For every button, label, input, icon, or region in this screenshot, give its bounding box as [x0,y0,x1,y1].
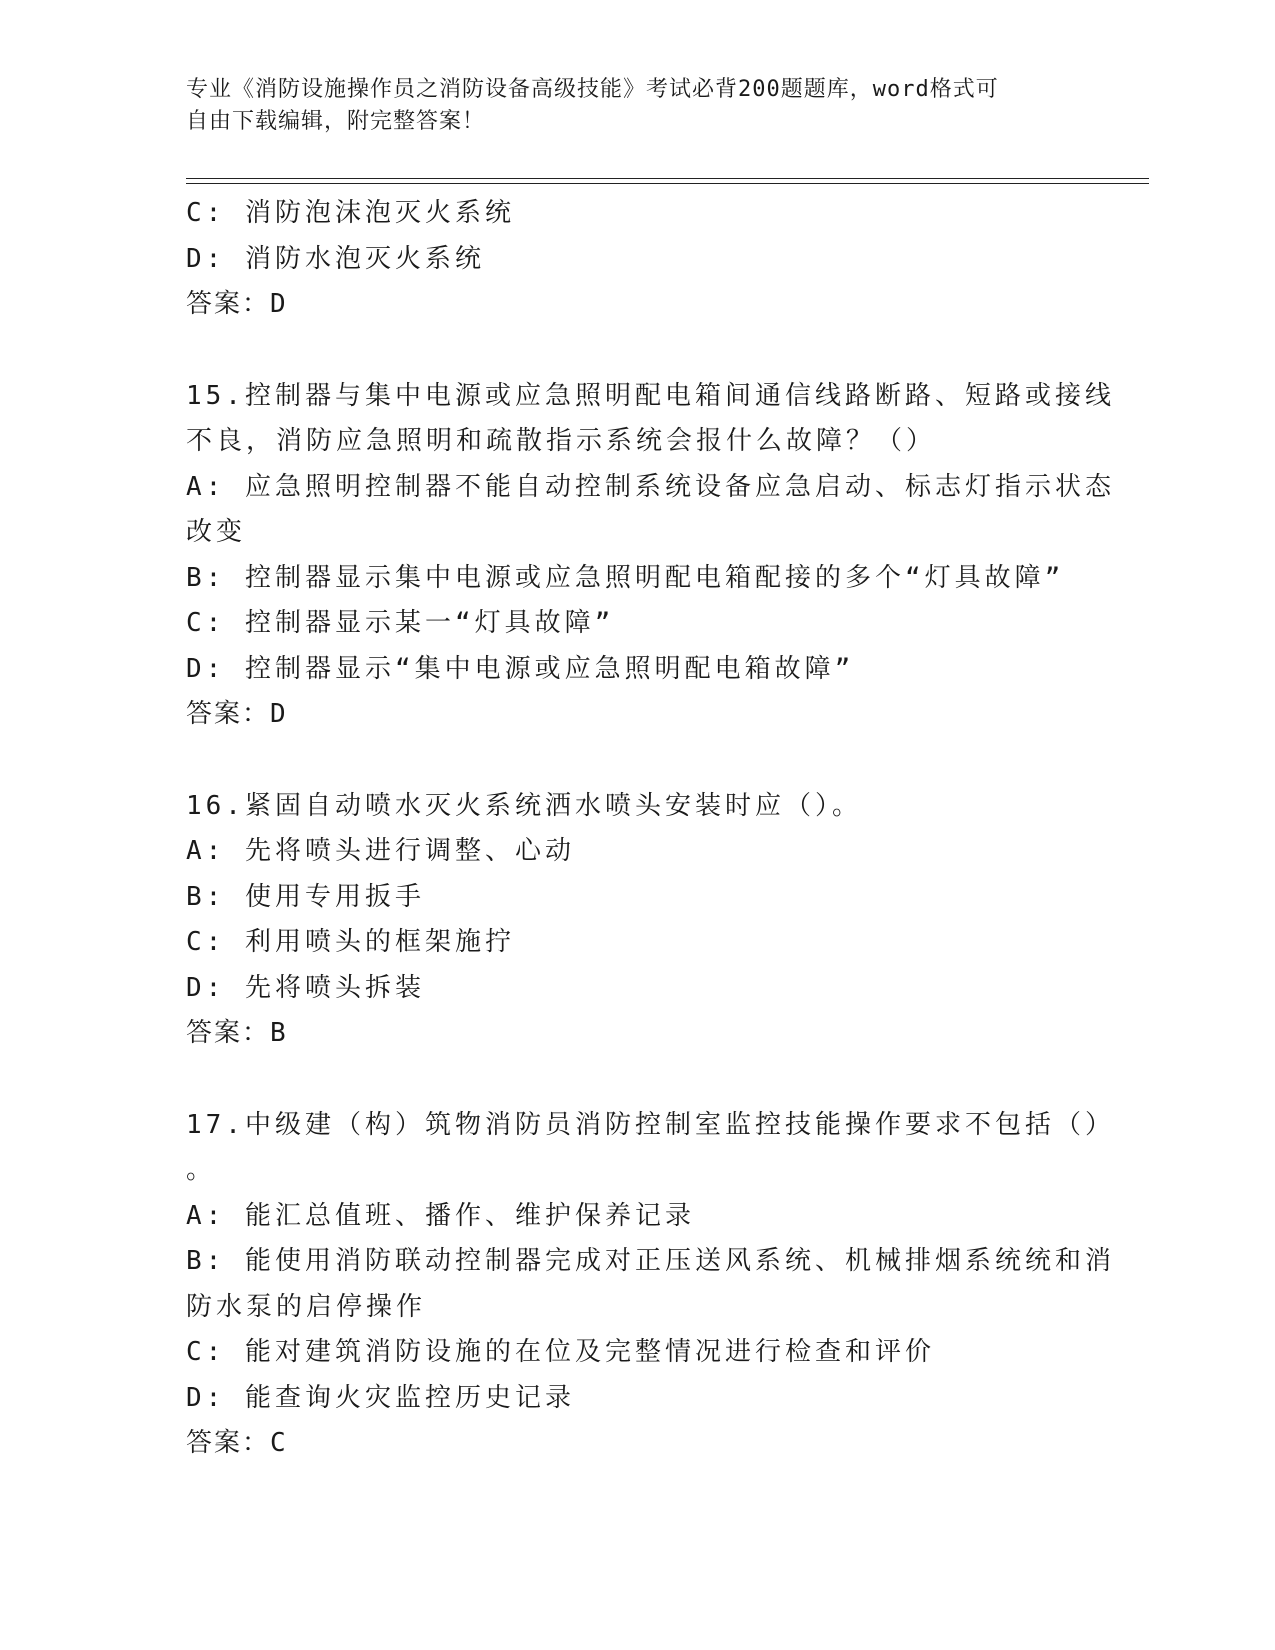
question-stem: 15.控制器与集中电源或应急照明配电箱间通信线路断路、短路或接线 [186,380,1115,411]
option-c: C: 消防泡沫泡灭火系统 [186,198,515,228]
option-d: D: 先将喷头拆装 [186,972,425,1003]
question-stem-continued: 。 [186,1155,217,1185]
question-list [186,191,1115,1467]
option-d: D: 能查询火灾监控历史记录 [186,1382,575,1413]
spacer [186,1057,1086,1103]
option-a: A: 能汇总值班、播作、维护保养记录 [186,1200,695,1231]
header-title-line-1: 专业《消防设施操作员之消防设备高级技能》考试必背200题题库，word格式可 [186,77,999,102]
header-divider-bottom [186,183,1149,184]
question-block-14 [186,191,1086,328]
spacer [186,328,1086,374]
question-stem-continued: 不良，消防应急照明和疏散指示系统会报什么故障？（） [186,426,937,456]
option-c: C: 能对建筑消防设施的在位及完整情况进行检查和评价 [186,1337,935,1367]
answer-label: 答案：C [186,1428,288,1458]
answer-label: 答案：D [186,289,288,319]
option-a: A: 应急照明控制器不能自动控制系统设备应急启动、标志灯指示状态 [186,471,1115,502]
question-block-17 [186,1103,1115,1467]
option-a: A: 先将喷头进行调整、心动 [186,836,575,866]
header-title-line-2: 自由下载编辑，附完整答案！ [186,109,486,134]
option-b: B: 控制器显示集中电源或应急照明配电箱配接的多个“灯具故障” [186,562,1065,593]
option-d: D: 消防水泡灭火系统 [186,243,485,274]
question-stem: 17.中级建（构）筑物消防员消防控制室监控技能操作要求不包括（） [186,1109,1115,1140]
option-a-continued: 改变 [186,517,247,547]
option-c: C: 利用喷头的框架施拧 [186,927,515,957]
question-block-15 [186,374,1115,738]
option-b: B: 能使用消防联动控制器完成对正压送风系统、机械排烟系统统和消 [186,1246,1115,1276]
answer-label: 答案：B [186,1018,288,1048]
option-b-continued: 防水泵的启停操作 [186,1291,427,1322]
option-c: C: 控制器显示某一“灯具故障” [186,608,615,638]
header-divider-top [186,178,1149,179]
option-d: D: 控制器显示“集中电源或应急照明配电箱故障” [186,653,855,684]
question-stem: 16.紧固自动喷水灭火系统洒水喷头安装时应（）。 [186,790,862,821]
question-block-16 [186,784,1086,1057]
spacer [186,738,1086,784]
option-b: B: 使用专用扳手 [186,881,425,912]
document-header [186,74,1066,138]
answer-label: 答案：D [186,699,288,729]
